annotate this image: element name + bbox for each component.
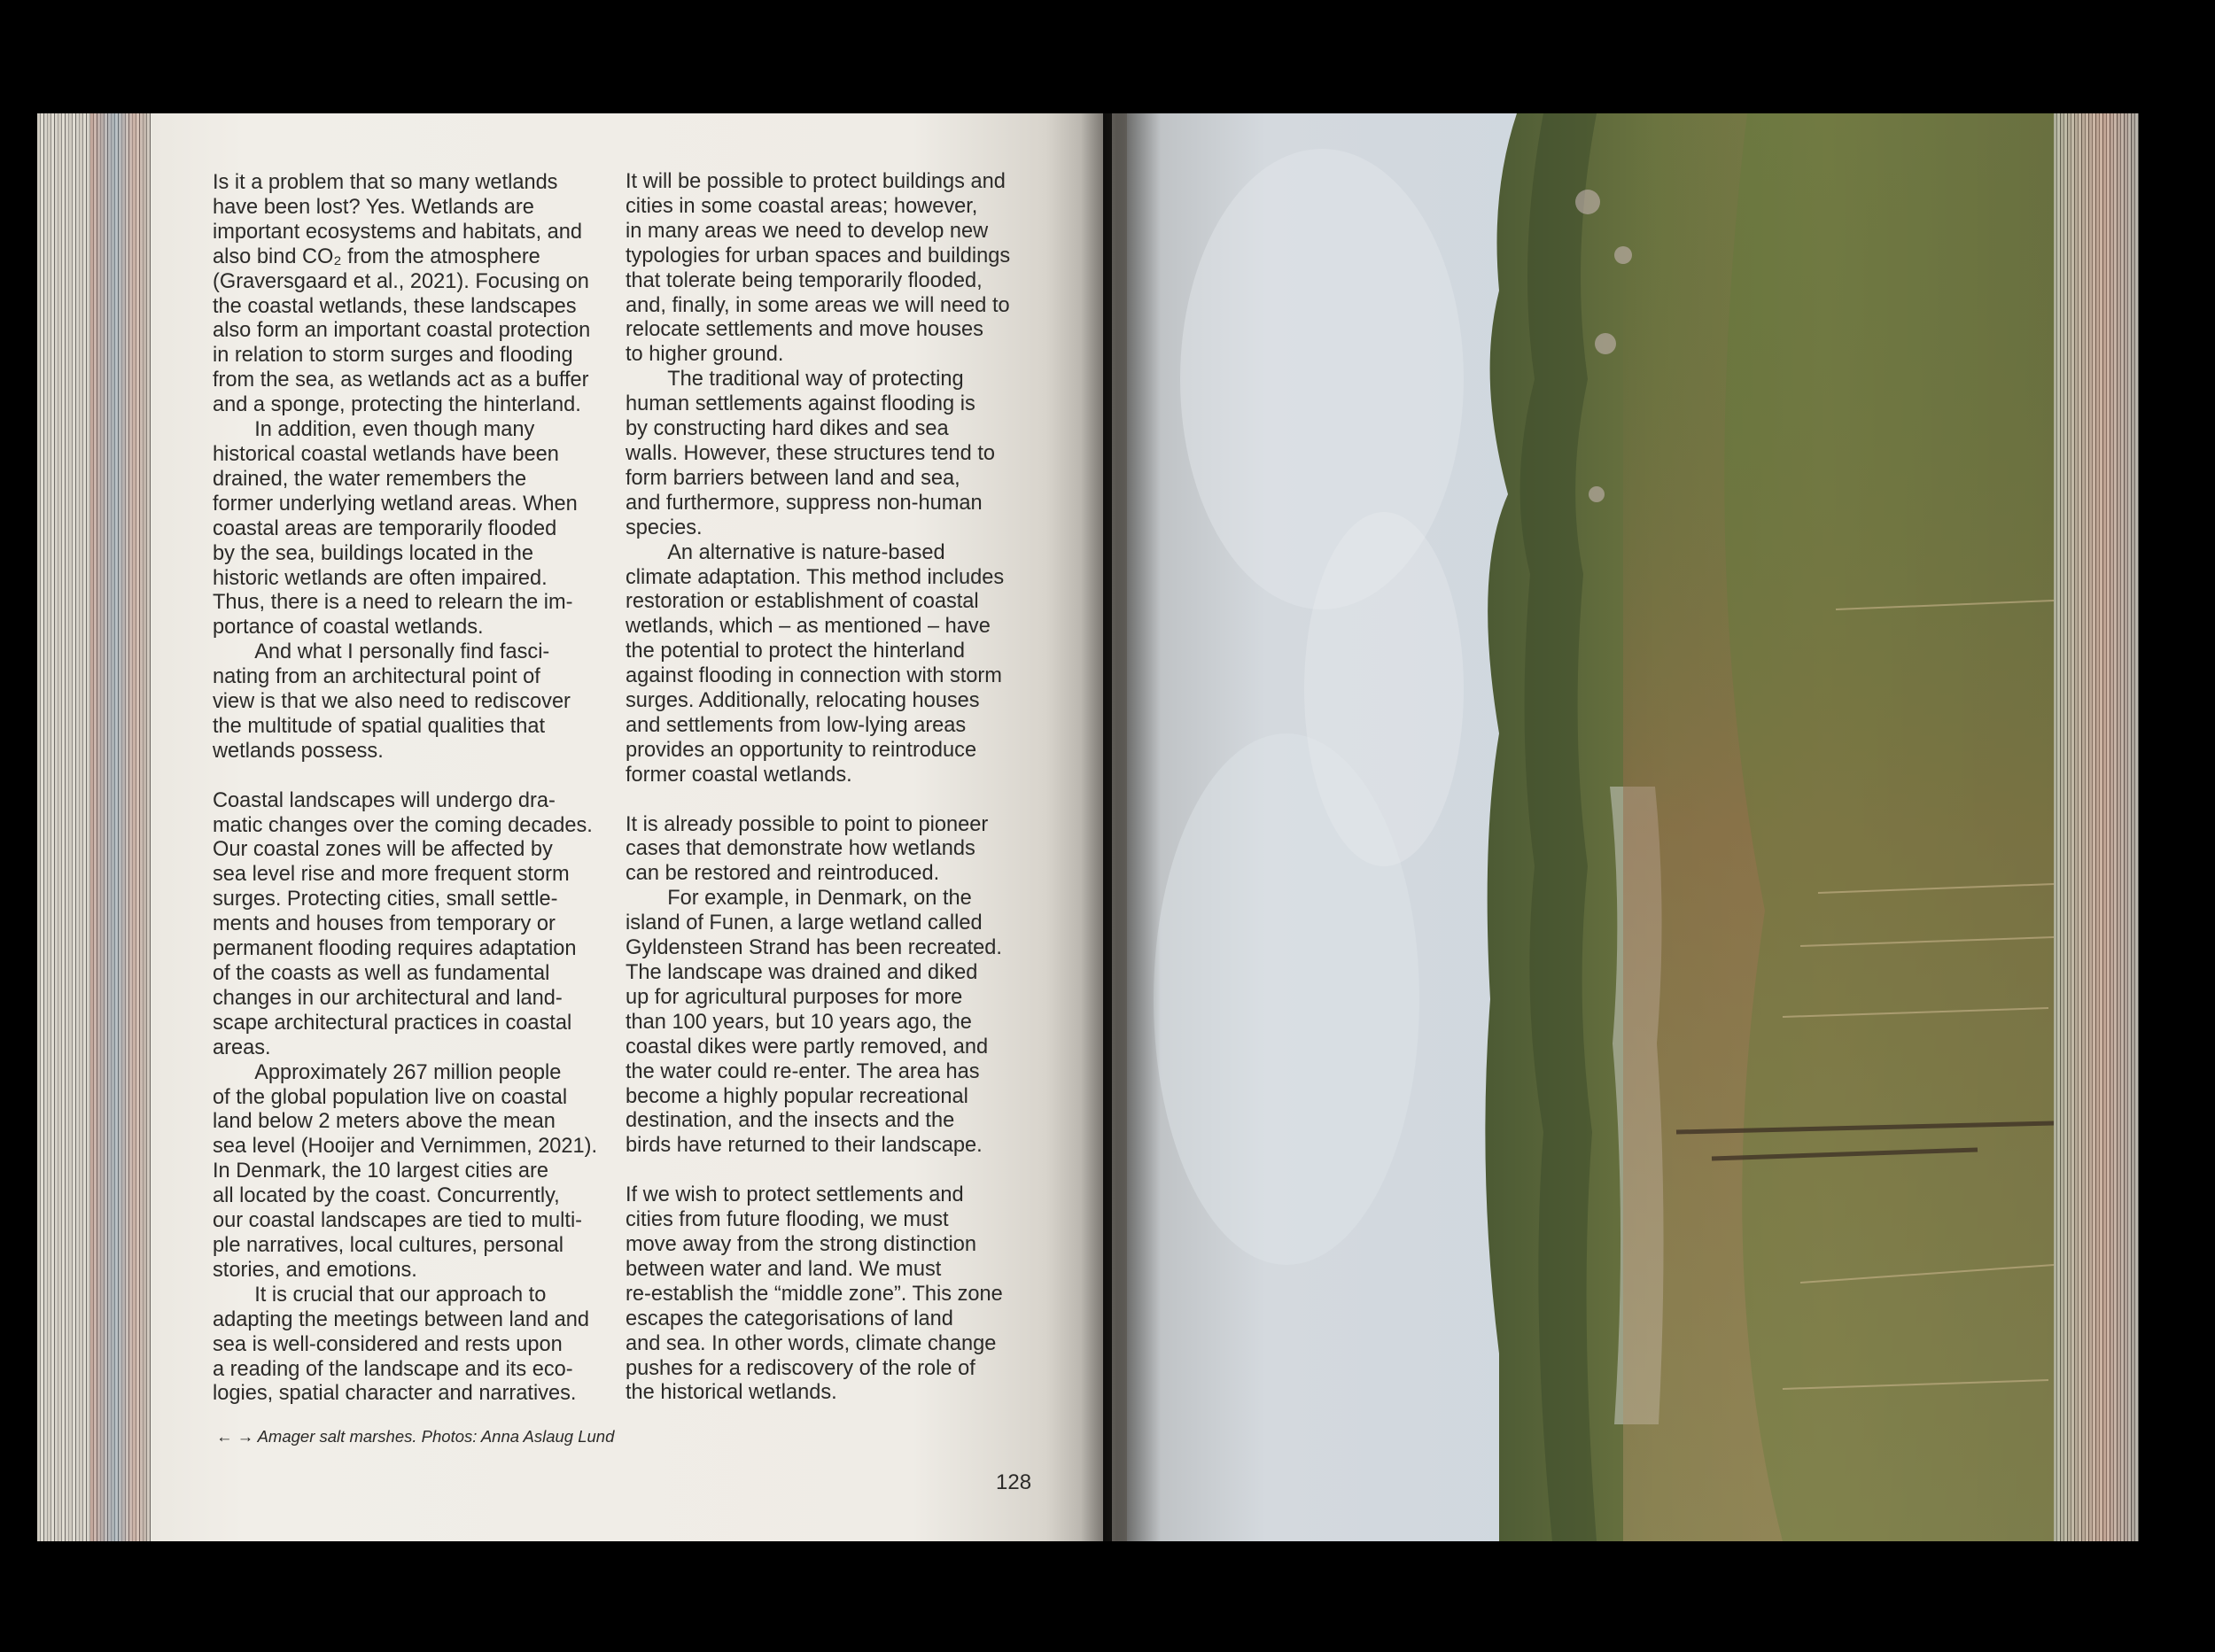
text-line: typologies for urban spaces and buildings [626, 244, 1011, 268]
text-line: relocate settlements and move houses [626, 318, 983, 342]
text-line: former underlying wetland areas. When [213, 492, 578, 516]
book-gutter-shadow [1081, 113, 1161, 1541]
text-line: human settlements against flooding is [626, 392, 975, 416]
text-line: the coastal wetlands, these landscapes [213, 294, 577, 318]
text-line: ments and houses from temporary or [213, 912, 556, 936]
text-line: cities in some coastal areas; however, [626, 194, 978, 218]
text-line: island of Funen, a large wetland called [626, 911, 983, 935]
text-line: walls. However, these structures tend to [626, 441, 996, 465]
text-line: have been lost? Yes. Wetlands are [213, 195, 534, 219]
text-line: former coastal wetlands. [626, 763, 852, 787]
text-line: all located by the coast. Concurrently, [213, 1184, 560, 1208]
text-line: surges. Protecting cities, small settle- [213, 888, 558, 911]
text-line [213, 764, 629, 789]
text-line: And what I personally find fasci- [213, 640, 550, 664]
text-line: climate adaptation. This method includes [626, 565, 1005, 589]
text-line: the multitude of spatial qualities that [213, 714, 546, 738]
text-line: birds have returned to their landscape. [626, 1134, 983, 1158]
text-line: It will be possible to protect buildings and [626, 170, 1006, 193]
text-line: by the sea, buildings located in the [213, 541, 534, 565]
text-line: than 100 years, but 10 years ago, the [626, 1010, 972, 1034]
text-line: re-establish the “middle zone”. This zone [626, 1282, 1003, 1306]
text-line: to higher ground. [626, 343, 784, 367]
text-line: In Denmark, the 10 largest cities are [213, 1160, 548, 1183]
text-line: areas. [213, 1035, 271, 1059]
text-line: the potential to protect the hinterland [626, 640, 966, 663]
text-line: portance of coastal wetlands. [213, 616, 484, 640]
text-line: also bind CO₂ from the atmosphere [213, 244, 540, 268]
text-line: form barriers between land and sea, [626, 466, 960, 490]
text-line: provides an opportunity to reintroduce [626, 738, 977, 762]
text-line: changes in our architectural and land- [213, 986, 563, 1010]
text-line: wetlands possess. [213, 739, 384, 763]
text-line: up for agricultural purposes for more [626, 985, 963, 1009]
text-line: logies, spatial character and narratives. [213, 1382, 577, 1406]
text-line: can be restored and reintroduced. [626, 862, 940, 886]
text-line: wetlands, which – as mentioned – have [626, 615, 991, 639]
text-line: view is that we also need to rediscover [213, 690, 571, 714]
text-line: coastal dikes were partly removed, and [626, 1035, 989, 1059]
text-line: of the global population live on coastal [213, 1085, 568, 1109]
text-line: in relation to storm surges and flooding [213, 344, 573, 368]
text-line [626, 788, 1033, 813]
text-line: nating from an architectural point of [213, 665, 540, 689]
text-line: matic changes over the coming decades. [213, 813, 593, 837]
page-stack-right [2054, 113, 2139, 1541]
text-line: cities from future flooding, we must [626, 1208, 949, 1232]
text-line: The traditional way of protecting [626, 368, 964, 392]
text-line: scape architectural practices in coastal [213, 1011, 572, 1035]
left-text-column [213, 171, 629, 1407]
text-line: the historical wetlands. [626, 1381, 837, 1405]
text-line: It is crucial that our approach to [213, 1283, 547, 1307]
page-number: 128 [996, 1470, 1032, 1494]
text-line: historic wetlands are often impaired. [213, 566, 548, 590]
text-line: and settlements from low-lying areas [626, 713, 967, 737]
text-line: between water and land. We must [626, 1257, 942, 1281]
text-line: In addition, even though many [213, 418, 535, 442]
text-line: and, finally, in some areas we will need to [626, 293, 1010, 317]
text-line: permanent flooding requires adaptation [213, 937, 577, 961]
text-line: Thus, there is a need to relearn the im- [213, 591, 573, 615]
right-text-column [626, 170, 1033, 1406]
text-line: Coastal landscapes will undergo dra- [213, 788, 556, 812]
text-line: species. [626, 516, 703, 539]
text-line: sea level rise and more frequent storm [213, 863, 570, 887]
text-line: drained, the water remembers the [213, 467, 527, 491]
text-line: a reading of the landscape and its eco- [213, 1357, 573, 1381]
text-line [626, 1159, 1033, 1183]
text-line: historical coastal wetlands have been [213, 442, 559, 466]
text-line: ple narratives, local cultures, personal [213, 1233, 564, 1257]
text-line: sea level (Hooijer and Vernimmen, 2021). [213, 1135, 598, 1159]
text-line: Gyldensteen Strand has been recreated. [626, 936, 1002, 960]
salt-marsh-photo [1127, 113, 2054, 1541]
text-line: pushes for a rediscovery of the role of [626, 1356, 975, 1380]
text-line: against flooding in connection with storm [626, 664, 1002, 688]
text-line: If we wish to protect settlements and [626, 1183, 964, 1207]
text-line: Our coastal zones will be affected by [213, 838, 553, 862]
text-line: coastal areas are temporarily flooded [213, 516, 557, 540]
text-line: surges. Additionally, relocating houses [626, 689, 980, 713]
text-line: and a sponge, protecting the hinterland. [213, 393, 581, 417]
text-line: that tolerate being temporarily flooded, [626, 268, 983, 292]
text-line: from the sea, as wetlands act as a buffer [213, 368, 589, 392]
text-line: of the coasts as well as fundamental [213, 962, 550, 985]
text-line: destination, and the insects and the [626, 1109, 955, 1133]
text-line: An alternative is nature-based [626, 540, 945, 564]
text-line: escapes the categorisations of land [626, 1307, 953, 1330]
page-stack-left [37, 113, 152, 1541]
text-line: sea is well-considered and rests upon [213, 1332, 563, 1356]
text-line: (Graversgaard et al., 2021). Focusing on [213, 269, 589, 293]
text-line: restoration or establishment of coastal [626, 590, 979, 614]
text-line: important ecosystems and habitats, and [213, 220, 583, 244]
text-line: become a highly popular recreational [626, 1084, 968, 1108]
text-line: adapting the meetings between land and [213, 1307, 590, 1331]
text-line: For example, in Denmark, on the [626, 887, 972, 911]
text-line: The landscape was drained and diked [626, 961, 978, 984]
text-line: in many areas we need to develop new [626, 219, 989, 243]
text-line: Is it a problem that so many wetlands [213, 171, 558, 194]
text-line: move away from the strong distinction [626, 1232, 977, 1256]
text-line: land below 2 meters above the mean [213, 1110, 556, 1134]
text-line: the water could re-enter. The area has [626, 1059, 980, 1083]
text-line: cases that demonstrate how wetlands [626, 837, 975, 861]
text-line: Approximately 267 million people [213, 1060, 562, 1084]
text-line: by constructing hard dikes and sea [626, 417, 949, 441]
text-line: and furthermore, suppress non-human [626, 491, 983, 515]
text-line: and sea. In other words, climate change [626, 1331, 997, 1355]
text-line: our coastal landscapes are tied to multi- [213, 1209, 583, 1233]
text-line: stories, and emotions. [213, 1258, 417, 1282]
text-line: It is already possible to point to pioneer [626, 812, 989, 836]
photo-caption: ← → Amager salt marshes. Photos: Anna Aslaug Lund [216, 1427, 615, 1446]
text-line: also form an important coastal protection [213, 319, 591, 343]
